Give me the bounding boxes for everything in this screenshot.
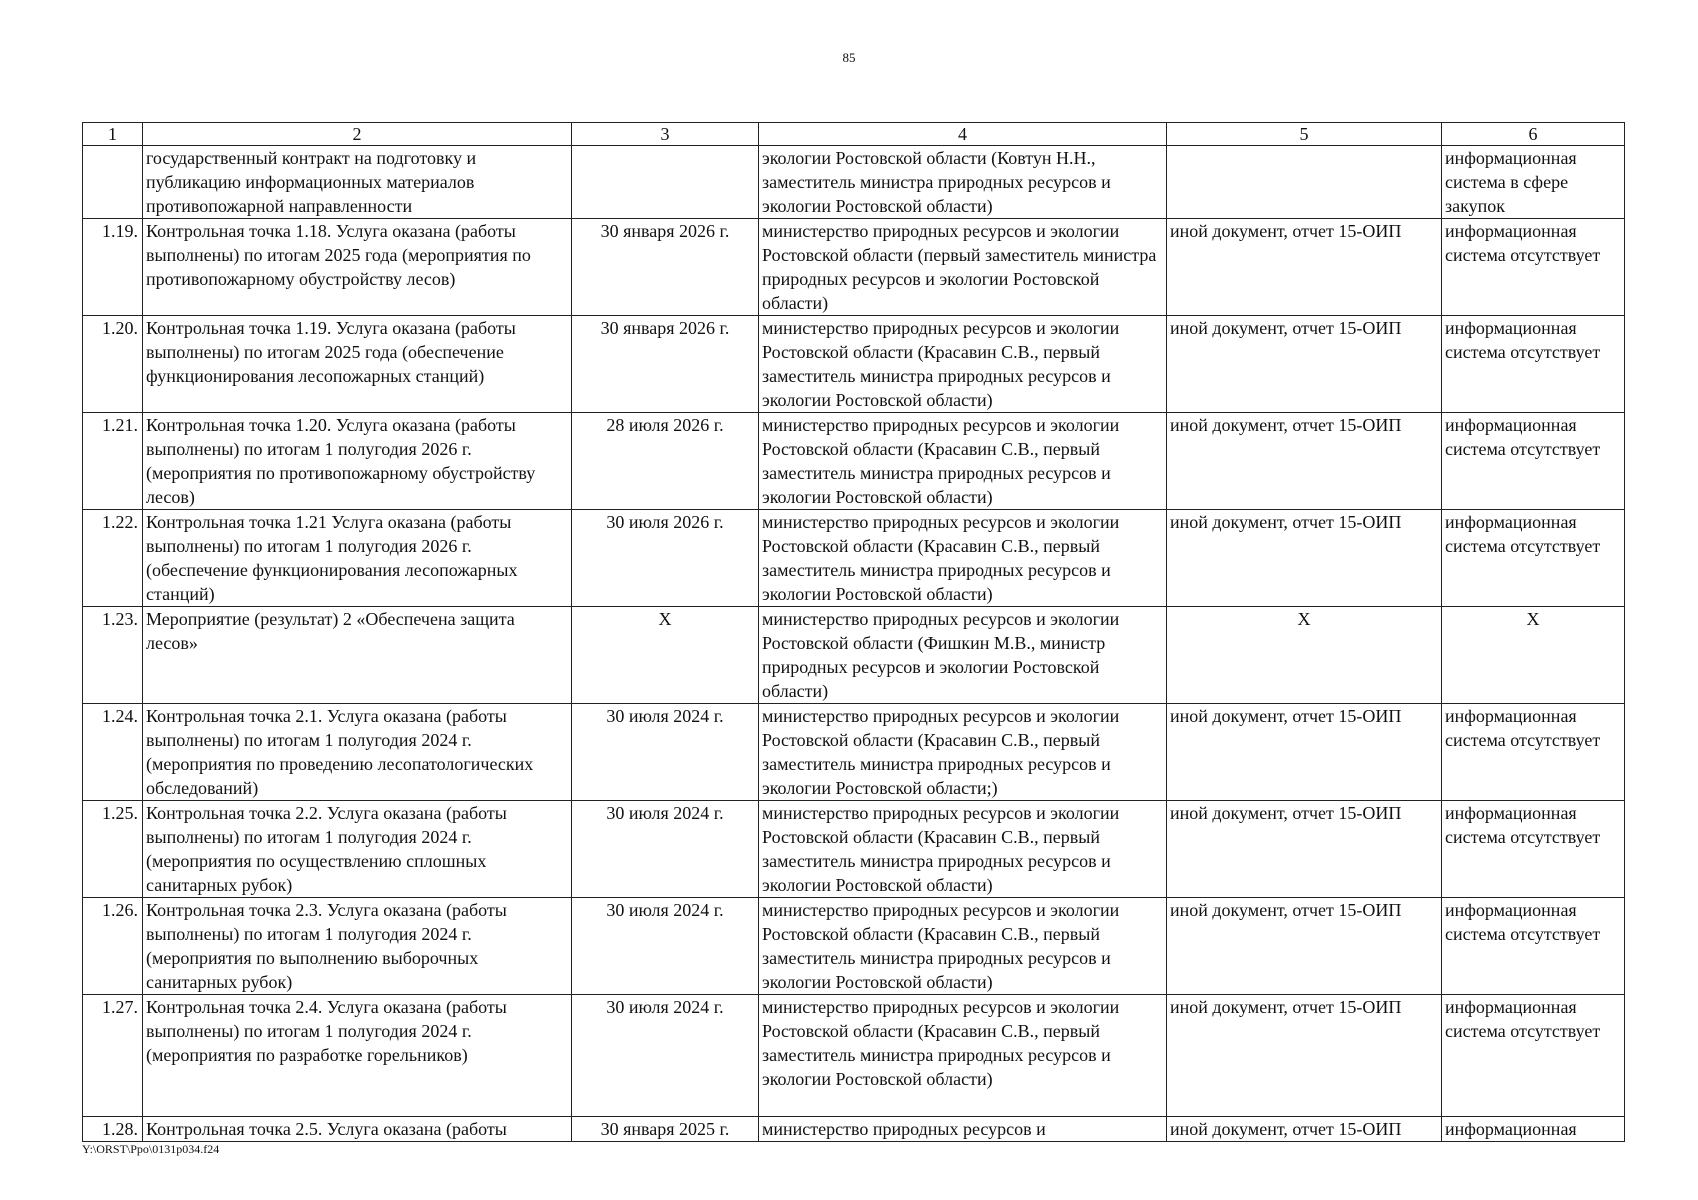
row-responsible: министерство природных ресурсов и экологии Ростовской области (Красавин С.В., первый заместитель министра природных ресурсов и экологии Ростовской области)	[759, 995, 1167, 1117]
table-row	[83, 146, 1625, 219]
row-system: информационная система отсутствует	[1442, 316, 1625, 413]
column-header: 1	[83, 123, 143, 146]
row-number: 1.25.	[83, 801, 143, 898]
row-system: информационная система отсутствует	[1442, 995, 1625, 1117]
table-header-row	[83, 123, 1625, 146]
table-row	[83, 219, 1625, 316]
row-description: государственный контракт на подготовку и публикацию информационных материалов противопожарной направленности	[143, 146, 572, 219]
table-row	[83, 801, 1625, 898]
row-responsible: министерство природных ресурсов и экологии Ростовской области (первый заместитель министра природных ресурсов и экологии Ростовской области)	[759, 219, 1167, 316]
table-row	[83, 510, 1625, 607]
row-responsible: министерство природных ресурсов и	[759, 1117, 1167, 1142]
row-date: 30 июля 2024 г.	[572, 801, 759, 898]
row-document: иной документ, отчет 15-ОИП	[1167, 219, 1442, 316]
row-document: иной документ, отчет 15-ОИП	[1167, 413, 1442, 510]
row-date: 28 июля 2026 г.	[572, 413, 759, 510]
row-date	[572, 146, 759, 219]
row-responsible: министерство природных ресурсов и экологии Ростовской области (Фишкин М.В., министр природных ресурсов и экологии Ростовской области)	[759, 607, 1167, 704]
row-description: Контрольная точка 2.4. Услуга оказана (работы выполнены) по итогам 1 полугодия 2024 г. (мероприятия по разработке горельников)	[143, 995, 572, 1117]
table-row	[83, 995, 1625, 1117]
row-description: Контрольная точка 1.19. Услуга оказана (работы выполнены) по итогам 2025 года (обеспечение функционирования лесопожарных станций)	[143, 316, 572, 413]
file-path-footer: Y:\ORST\Ppo\0131p034.f24	[82, 1142, 220, 1156]
row-number: 1.23.	[83, 607, 143, 704]
row-date: 30 июля 2024 г.	[572, 995, 759, 1117]
row-date: 30 января 2026 г.	[572, 219, 759, 316]
row-number: 1.19.	[83, 219, 143, 316]
row-date: X	[572, 607, 759, 704]
column-header: 6	[1442, 123, 1625, 146]
row-responsible: экологии Ростовской области (Ковтун Н.Н., заместитель министра природных ресурсов и экологии Ростовской области)	[759, 146, 1167, 219]
table-row	[83, 1117, 1625, 1142]
row-description: Контрольная точка 1.20. Услуга оказана (работы выполнены) по итогам 1 полугодия 2026 г. (мероприятия по противопожарному обустройству лесов)	[143, 413, 572, 510]
row-description: Контрольная точка 2.5. Услуга оказана (работы	[143, 1117, 572, 1142]
row-number: 1.26.	[83, 898, 143, 995]
column-header: 3	[572, 123, 759, 146]
row-date: 30 июля 2024 г.	[572, 898, 759, 995]
row-description: Контрольная точка 2.1. Услуга оказана (работы выполнены) по итогам 1 полугодия 2024 г. (мероприятия по проведению лесопатологических обследований)	[143, 704, 572, 801]
row-responsible: министерство природных ресурсов и экологии Ростовской области (Красавин С.В., первый заместитель министра природных ресурсов и экологии Ростовской области)	[759, 413, 1167, 510]
row-description: Мероприятие (результат) 2 «Обеспечена защита лесов»	[143, 607, 572, 704]
table-row	[83, 898, 1625, 995]
row-date: 30 июля 2024 г.	[572, 704, 759, 801]
row-system: информационная система в сфере закупок	[1442, 146, 1625, 219]
table-row	[83, 704, 1625, 801]
row-date: 30 января 2025 г.	[572, 1117, 759, 1142]
row-system: X	[1442, 607, 1625, 704]
row-document: иной документ, отчет 15-ОИП	[1167, 995, 1442, 1117]
row-date: 30 января 2026 г.	[572, 316, 759, 413]
row-number: 1.20.	[83, 316, 143, 413]
row-document	[1167, 146, 1442, 219]
page-number: 85	[842, 50, 856, 65]
row-document: иной документ, отчет 15-ОИП	[1167, 704, 1442, 801]
row-document: иной документ, отчет 15-ОИП	[1167, 510, 1442, 607]
column-header: 5	[1167, 123, 1442, 146]
row-responsible: министерство природных ресурсов и экологии Ростовской области (Красавин С.В., первый заместитель министра природных ресурсов и экологии Ростовской области)	[759, 316, 1167, 413]
row-document: иной документ, отчет 15-ОИП	[1167, 898, 1442, 995]
control-points-table-wrapper	[82, 122, 1624, 1142]
column-header: 2	[143, 123, 572, 146]
table-row	[83, 413, 1625, 510]
row-number: 1.22.	[83, 510, 143, 607]
row-document: иной документ, отчет 15-ОИП	[1167, 316, 1442, 413]
row-system: информационная система отсутствует	[1442, 801, 1625, 898]
row-system: информационная система отсутствует	[1442, 898, 1625, 995]
row-system: информационная система отсутствует	[1442, 219, 1625, 316]
column-header: 4	[759, 123, 1167, 146]
row-system: информационная система отсутствует	[1442, 704, 1625, 801]
row-system: информационная система отсутствует	[1442, 510, 1625, 607]
row-responsible: министерство природных ресурсов и экологии Ростовской области (Красавин С.В., первый заместитель министра природных ресурсов и экологии Ростовской области)	[759, 898, 1167, 995]
row-description: Контрольная точка 1.18. Услуга оказана (работы выполнены) по итогам 2025 года (мероприятия по противопожарному обустройству лесов)	[143, 219, 572, 316]
row-description: Контрольная точка 2.3. Услуга оказана (работы выполнены) по итогам 1 полугодия 2024 г. (мероприятия по выполнению выборочных санитарных рубок)	[143, 898, 572, 995]
row-responsible: министерство природных ресурсов и экологии Ростовской области (Красавин С.В., первый заместитель министра природных ресурсов и экологии Ростовской области)	[759, 510, 1167, 607]
table-row	[83, 607, 1625, 704]
row-system: информационная	[1442, 1117, 1625, 1142]
row-number: 1.21.	[83, 413, 143, 510]
row-number	[83, 146, 143, 219]
row-document: иной документ, отчет 15-ОИП	[1167, 801, 1442, 898]
row-number: 1.28.	[83, 1117, 143, 1142]
row-description: Контрольная точка 1.21 Услуга оказана (работы выполнены) по итогам 1 полугодия 2026 г. (обеспечение функционирования лесопожарных станций)	[143, 510, 572, 607]
row-description: Контрольная точка 2.2. Услуга оказана (работы выполнены) по итогам 1 полугодия 2024 г. (мероприятия по осуществлению сплошных санитарных рубок)	[143, 801, 572, 898]
table-row	[83, 316, 1625, 413]
row-number: 1.24.	[83, 704, 143, 801]
row-document: иной документ, отчет 15-ОИП	[1167, 1117, 1442, 1142]
control-points-table	[82, 122, 1625, 1142]
row-document: X	[1167, 607, 1442, 704]
row-date: 30 июля 2026 г.	[572, 510, 759, 607]
row-responsible: министерство природных ресурсов и экологии Ростовской области (Красавин С.В., первый заместитель министра природных ресурсов и экологии Ростовской области;)	[759, 704, 1167, 801]
row-system: информационная система отсутствует	[1442, 413, 1625, 510]
row-number: 1.27.	[83, 995, 143, 1117]
row-responsible: министерство природных ресурсов и экологии Ростовской области (Красавин С.В., первый заместитель министра природных ресурсов и экологии Ростовской области)	[759, 801, 1167, 898]
